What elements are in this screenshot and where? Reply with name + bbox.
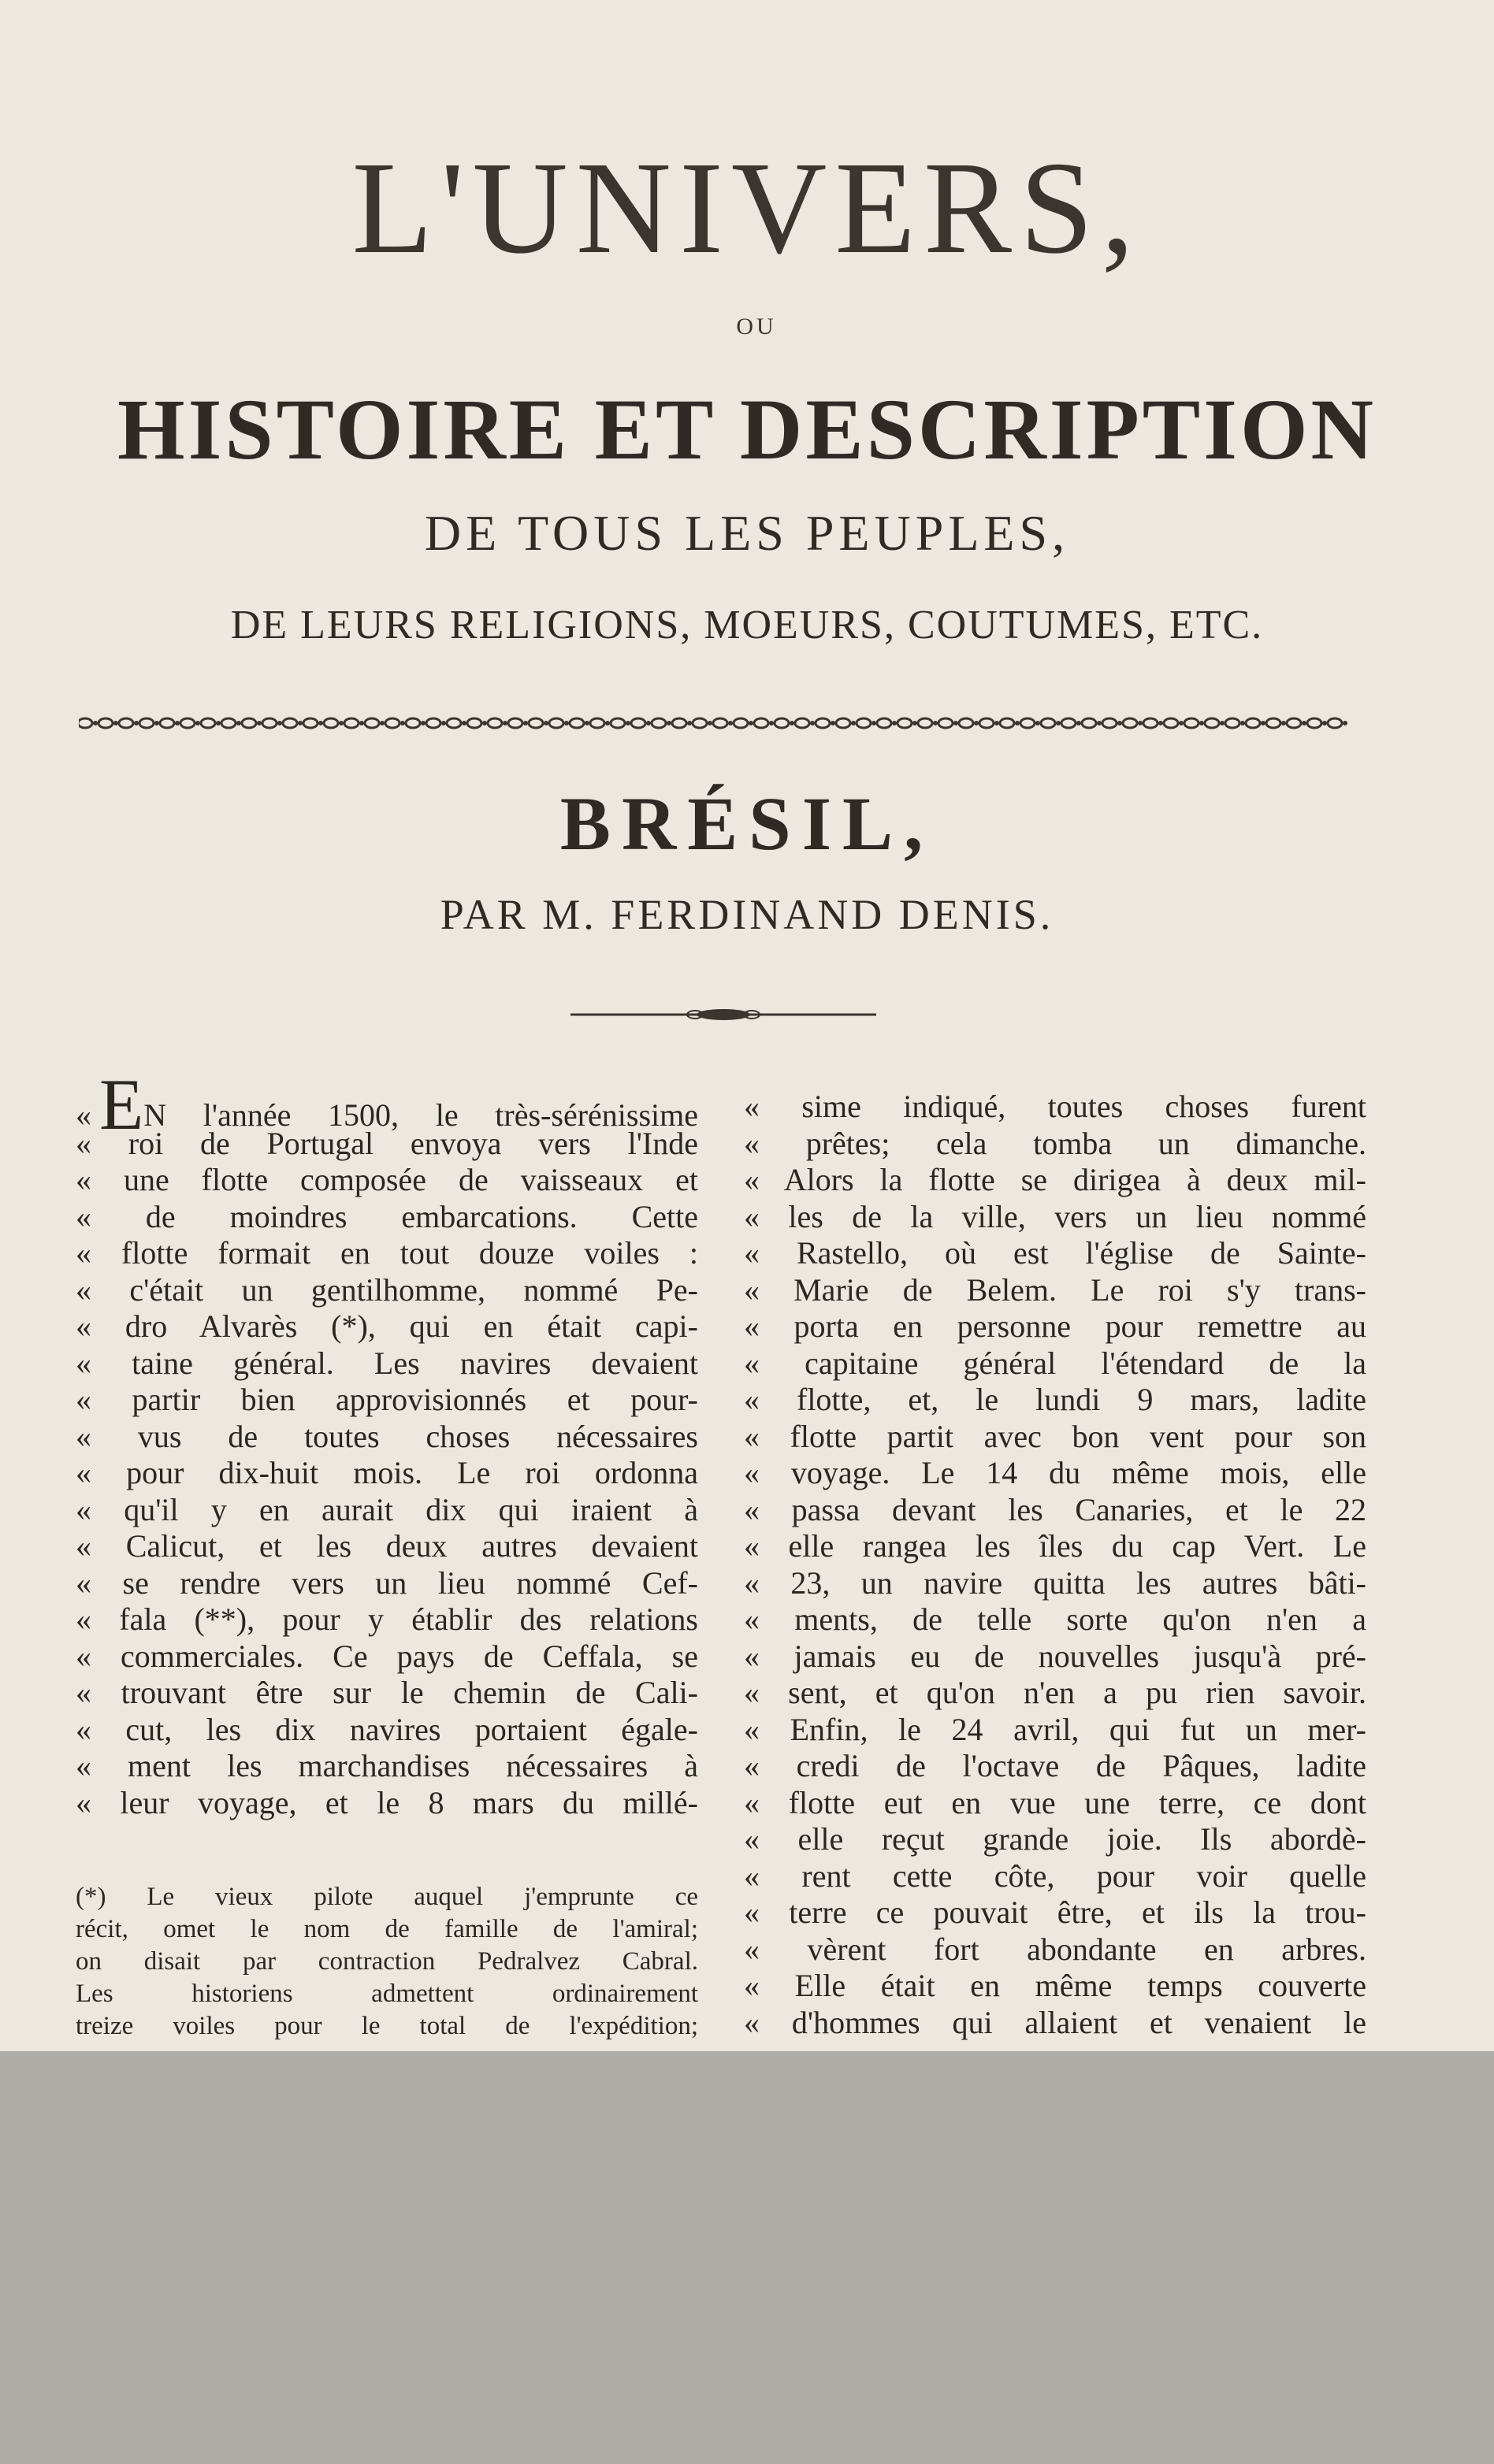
ornament-dot [339,721,344,725]
ornament-dot [933,721,938,725]
ornament-dot [912,721,917,725]
ornament-dot [646,721,651,725]
text-line: « fala (**), pour y établir des relations [76,1601,698,1637]
ornament-bead [344,718,359,728]
ornament-bead [488,718,502,728]
text-line: « les de la ville, vers un lieu nommé [744,1198,1366,1234]
section-title: BRÉSIL, [559,781,935,866]
text-line: « jamais eu de nouvelles jusqu'à pré- [744,1638,1366,1674]
ornament-dot [1322,721,1327,725]
text-line: « Elle était en même temps couverte [744,1968,1366,2003]
subtitle: HISTOIRE ET DESCRIPTION [117,381,1377,477]
ornament-dot [1056,721,1061,725]
decorative-divider [570,1007,876,1022]
text-line: « Enfin, le 24 avril, qui fut un mer- [744,1711,1366,1747]
ornament-bead [467,718,481,728]
ornament-bead [1000,718,1014,728]
text-line: « Rastello, où est l'église de Sainte- [744,1235,1366,1271]
text-line: « partir bien approvisionnés et pour- [76,1382,698,1417]
ornament-dot [1261,721,1265,725]
ornament-bead [1082,718,1096,728]
text-line: « roi de Portugal envoya vers l'Inde [76,1125,698,1161]
ornament-dot [564,721,569,725]
ornament-dot [318,721,323,725]
ornament-bead [693,718,707,728]
ornament-dot [994,721,999,725]
ornament-dot [400,721,405,725]
ornament-bead [898,718,912,728]
left-column-lines [76,1126,698,1822]
ornament-bead [1328,718,1342,728]
ornament-dot [1281,721,1286,725]
ornament-dot [216,721,221,725]
text-line: « 23, un navire quitta les autres bâti- [744,1564,1366,1601]
text-line: « qu'il y en aurait dix qui iraient à [76,1491,698,1527]
text-line: « prêtes; cela tomba un dimanche. [744,1125,1366,1161]
ornament-bead [754,718,768,728]
ornament-bead [979,718,994,728]
ornament-bead [816,718,830,728]
ornament-bead [98,718,113,728]
ornament-bead [836,718,850,728]
ornament-dot [585,721,589,725]
ornament-bead [1246,718,1260,728]
ornament-dot [236,721,241,725]
text-line: « Marie de Belem. Le roi s'y trans- [744,1271,1366,1308]
ornament-dot [1138,721,1143,725]
text-line: « passa devant les Canaries, et le 22 [744,1491,1366,1527]
ornament-bead [365,718,379,728]
ornament-dot [257,721,262,725]
text-line: « flotte eut en vue une terre, ce dont [744,1784,1366,1820]
ornament-bead [303,718,318,728]
ornament-bead [1287,718,1301,728]
title-conjunction: OU [736,314,777,340]
text-line: « sime indiqué, toutes choses furent [744,1089,1366,1124]
text-line: « dro Alvarès (*), qui en était capi- [76,1308,698,1344]
ornament-bead [1102,718,1117,728]
ornament-dot [605,721,610,725]
ornament-dot [626,721,630,725]
text-line: « sent, et qu'on n'en a pu rien savoir. [744,1675,1366,1710]
ornament-bead [713,718,727,728]
text-line: « commerciales. Ce pays de Ceffala, se [76,1638,698,1674]
ornament-dot [1015,721,1020,725]
text-line: « Alors la flotte se dirigea à deux mil- [744,1162,1366,1197]
ornament-dot [195,721,200,725]
ornament-bead [857,718,871,728]
text-line: « c'était un gentilhomme, nommé Pe- [76,1271,698,1308]
ornament-dot [1343,721,1347,725]
ornament-dot [113,721,118,725]
ornament-bead [1041,718,1055,728]
text-line: récit, omet le nom de famille de l'amiral; [76,1915,698,1943]
ornament-dot [1097,721,1102,725]
ornament-dot [1240,721,1245,725]
ornament-dot [482,721,487,725]
ornament-dot [687,721,692,725]
ornament-bead [1266,718,1280,728]
ornament-bead [652,718,666,728]
ornament-dot [1302,721,1306,725]
text-line: « une flotte composée de vaisseaux et [76,1162,698,1197]
scan-margin [0,2051,1494,2464]
ornament-dot [1117,721,1122,725]
text-line: « credi de l'octave de Pâques, ladite [744,1748,1366,1783]
text-line: « ments, de telle sorte qu'on n'en a [744,1601,1366,1637]
author-line: PAR M. FERDINAND DENIS. [440,891,1054,938]
ornament-bead [529,718,543,728]
ornament-dot [769,721,774,725]
ornament-bead [1225,718,1239,728]
text-line: « se rendre vers un lieu nommé Cef- [76,1564,698,1601]
text-line: « vèrent fort abondante en arbres. [744,1931,1366,1967]
ornament-bead [221,718,236,728]
text-line: « flotte, et, le lundi 9 mars, ladite [744,1382,1366,1417]
text-line: « de moindres embarcations. Cette [76,1198,698,1234]
ornament-bead [611,718,625,728]
ornament-dot [851,721,856,725]
ornament-bead [734,718,748,728]
ornament-dot [462,721,466,725]
text-line: « taine général. Les navires devaient [76,1345,698,1381]
footnotes [76,1881,698,2043]
drop-cap: E [99,1064,144,1145]
text-line: on disait par contraction Pedralvez Cabral. [76,1947,698,1976]
main-title: L'UNIVERS, [351,135,1143,281]
ornament-bead [426,718,440,728]
ornament-dot [503,721,507,725]
ornament-dot [523,721,528,725]
text-line: « flotte formait en tout douze voiles : [76,1235,698,1271]
ornament-dot [749,721,753,725]
ornament-dot [380,721,385,725]
text-line: « flotte partit avec bon vent pour son [744,1418,1366,1454]
ornament-dot [134,721,139,725]
text-line: « elle rangea les îles du cap Vert. Le [744,1528,1366,1564]
text-line: « ment les marchandises nécessaires à [76,1748,698,1783]
ornament-bead [447,718,461,728]
ornament-bead [1143,718,1158,728]
ornament-bead [160,718,174,728]
ornament-bead [795,718,809,728]
subtitle-line-3: DE LEURS RELIGIONS, MOEURS, COUTUMES, ETC. [230,603,1264,648]
ornament-bead [631,718,645,728]
ornament-dot [298,721,303,725]
text-line: « cut, les dix navires portaient égale- [76,1711,698,1747]
ornament-bead [262,718,277,728]
ornament-bead [508,718,522,728]
ornament-dot [810,721,815,725]
ornament-dot [708,721,712,725]
ornament-dot [544,721,548,725]
text-line: « capitaine général l'étendard de la [744,1345,1366,1381]
text-line: « porta en personne pour remettre au [744,1308,1366,1344]
ornament-bead [406,718,420,728]
ornament-dot [1158,721,1163,725]
text-line: « terre ce pouvait être, et ils la trou- [744,1894,1366,1930]
ornament-dot [728,721,733,725]
opening-line: « EN l'année 1500, le très-sérénissime [76,1064,698,1145]
text-line: treize voiles pour le total de l'expédition; [76,2012,698,2040]
ornament-bead [1020,718,1035,728]
ornament-bead [1123,718,1137,728]
ornament-dot [831,721,835,725]
ornament-bead [918,718,932,728]
text-line: « voyage. Le 14 du même mois, elle [744,1455,1366,1490]
ornament-dot [1076,721,1081,725]
ornament-bead [1164,718,1178,728]
text-line: « leur voyage, et le 8 mars du millé- [76,1784,698,1820]
text-line: « elle reçut grande joie. Ils abordè- [744,1821,1366,1857]
ornament-bead [283,718,297,728]
ornament-dot [872,721,876,725]
ornament-dot [1035,721,1040,725]
ornament-dot [892,721,897,725]
ornament-bead [139,718,154,728]
text-line: « d'hommes qui allaient et venaient le [744,2004,1366,2040]
ornament-bead [242,718,256,728]
ornament-bead [1184,718,1199,728]
ornament-bead [959,718,973,728]
ornament-dot [175,721,180,725]
ornament-dot [421,721,426,725]
ornament-bead [672,718,686,728]
ornament-bead [1307,718,1321,728]
ornament-dot [359,721,364,725]
text-line: « vus de toutes choses nécessaires [76,1418,698,1454]
text-column-left [76,1064,698,1821]
ornament-dot [93,721,98,725]
ornament-bead [324,718,338,728]
ornament-dot [974,721,979,725]
ornament-dot [154,721,159,725]
ornament-bead [877,718,891,728]
text-line: « Calicut, et les deux autres devaient [76,1528,698,1564]
ornament-bead [1205,718,1219,728]
ornamental-rule [79,711,1347,736]
ornament-bead [1061,718,1076,728]
ornament-dot [953,721,958,725]
text-line: « trouvant être sur le chemin de Cali- [76,1675,698,1710]
text-column-right [744,1089,1366,2041]
ornament-bead [385,718,400,728]
ornament-dot [1199,721,1204,725]
ornament-dot [277,721,282,725]
ornament-bead [180,718,195,728]
ornament-dot [441,721,446,725]
text-line: Les historiens admettent ordinairement [76,1980,698,2008]
subtitle-line-2: DE TOUS LES PEUPLES, [424,505,1070,561]
text-line: « pour dix-huit mois. Le roi ordonna [76,1455,698,1490]
ornament-bead [775,718,789,728]
ornament-dot [790,721,794,725]
ornament-bead [590,718,604,728]
ornament-bead [201,718,215,728]
text-line: « rent cette côte, pour voir quelle [744,1857,1366,1894]
ornament-dot [1179,721,1184,725]
ornament-bead [79,718,92,728]
ornament-bead [549,718,563,728]
ornament-dot [1220,721,1225,725]
ornament-bead [938,718,953,728]
ornament-bead [570,718,584,728]
text-line: (*) Le vieux pilote auquel j'emprunte ce [76,1883,698,1911]
ornament-dot [667,721,671,725]
ornament-bead [119,718,133,728]
